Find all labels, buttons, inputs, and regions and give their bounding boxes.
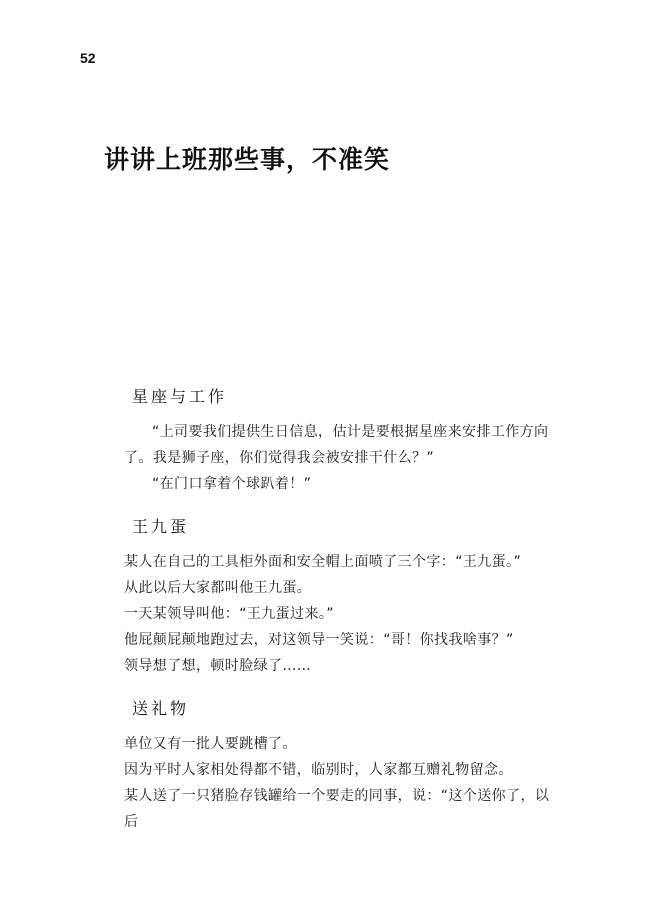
section-heading: 星座与工作 xyxy=(132,387,228,406)
paragraph: “上司要我们提供生日信息，估计是要根据星座来安排工作方向了。我是狮子座，你们觉得我会被安排干什么？” xyxy=(124,424,549,466)
paragraph: 某人在自己的工具柜外面和安全帽上面喷了三个字：“王九蛋。” xyxy=(124,554,522,570)
chapter-title: 讲讲上班那些事，不准笑 xyxy=(104,145,391,174)
paragraph: 他屁颠屁颠地跑过去，对这领导一笑说：“哥！你找我啥事？” xyxy=(124,632,514,648)
section-heading: 送礼物 xyxy=(132,699,190,718)
section-heading: 王九蛋 xyxy=(132,517,190,536)
page-number: 52 xyxy=(80,50,96,66)
section-giving-gifts xyxy=(124,696,552,835)
paragraph: 一天某领导叫他：“王九蛋过来。” xyxy=(124,606,334,622)
section-wang-jiu-dan xyxy=(124,514,552,679)
paragraph: “在门口拿着个球趴着！” xyxy=(152,476,312,492)
section-constellation-and-work xyxy=(124,384,552,497)
paragraph: 因为平时人家相处得都不错，临别时，人家都互赠礼物留念。 xyxy=(124,762,513,778)
paragraph: 单位又有一批人要跳槽了。 xyxy=(124,736,297,752)
paragraph: 某人送了一只猪脸存钱罐给一个要走的同事，说：“这个送你了，以后 xyxy=(124,788,550,830)
paragraph: 从此以后大家都叫他王九蛋。 xyxy=(124,580,312,596)
paragraph: 领导想了想，顿时脸绿了…… xyxy=(124,658,312,674)
